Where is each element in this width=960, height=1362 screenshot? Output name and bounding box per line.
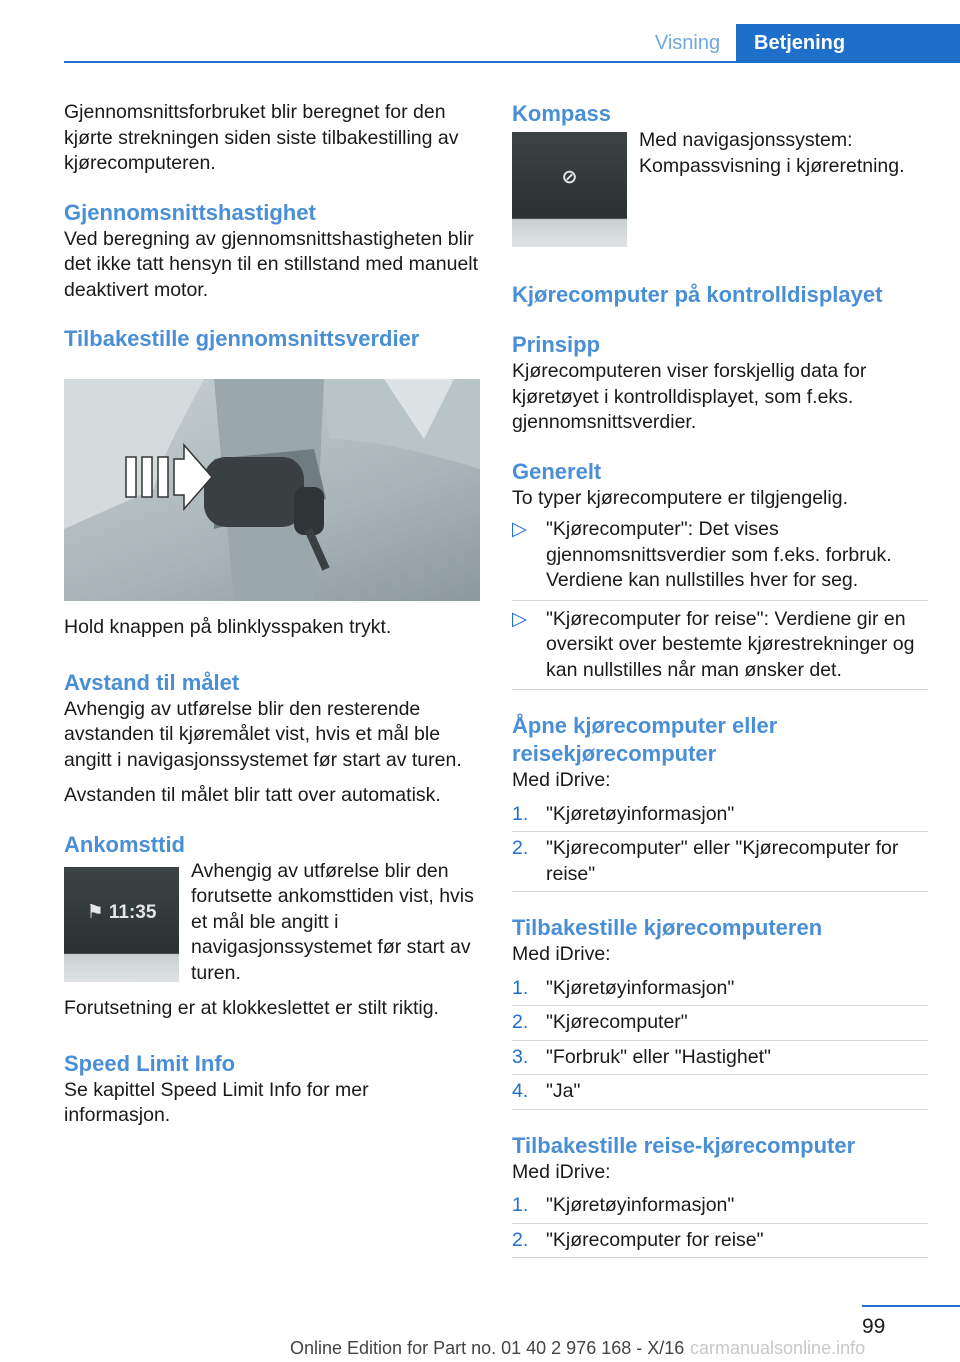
list-item: 2. "Kjørecomputer": [512, 1006, 928, 1041]
list-item: 2. "Kjørecomputer for reise": [512, 1224, 928, 1259]
turn-signal-stalk-image: [64, 379, 480, 601]
list-item: ▷ "Kjørecomputer": Det vises gjennomsnittsverdier som f.eks. forbruk. Verdiene kan nullstilles hver for seg.: [512, 511, 928, 601]
heading-compass: Kompass: [512, 101, 612, 126]
reset-steps-list: [512, 972, 928, 1110]
paragraph-arrival-2: Forutsetning er at klokkeslettet er stilt riktig.: [64, 997, 439, 1019]
paragraph-arrival-1: Avhengig av utførelse blir den forutsette ankomsttiden vist, hvis et mål ble angitt i navigasjonssystemet før start av turen.: [191, 859, 474, 984]
tab-visning[interactable]: Visning: [654, 32, 721, 54]
heading-reset-trip: Tilbakestille reise-kjørecomputer: [512, 1132, 856, 1158]
watermark[interactable]: carmanualsonline.info: [690, 1338, 866, 1358]
heading-open-computer: Åpne kjørecomputer eller reisekjørecomputer: [512, 713, 778, 766]
computer-types-list: [512, 511, 928, 690]
list-item: 1. "Kjøretøyinformasjon": [512, 798, 928, 833]
stalk-button-illustration: [64, 379, 480, 601]
triangle-bullet-icon: ▷: [512, 607, 527, 630]
flag-icon: ⚑: [86, 901, 104, 923]
paragraph-trip-idrive: Med iDrive:: [512, 1160, 611, 1183]
open-steps-list: [512, 798, 928, 893]
list-item: 3. "Forbruk" eller "Hastighet": [512, 1041, 928, 1076]
heading-speed-limit-info: Speed Limit Info: [64, 1050, 236, 1076]
triangle-bullet-icon: ▷: [512, 518, 527, 540]
paragraph-reset-idrive: Med iDrive:: [512, 943, 611, 965]
heading-reset-computer: Tilbakestille kjørecomputeren: [512, 915, 823, 940]
tab-betjening[interactable]: Betjening: [736, 24, 960, 62]
heading-average-speed: Gjennomsnittshastighet: [64, 199, 316, 225]
list-item: 1. "Kjøretøyinformasjon": [512, 1189, 928, 1224]
trip-steps-list: [512, 1189, 928, 1258]
paragraph-compass: Med navigasjonssystem: Kompassvisning i kjøreretning.: [639, 129, 905, 177]
right-column: [512, 100, 928, 1258]
paragraph-distance-2: Avstanden til målet blir tatt over automatisk.: [64, 784, 441, 806]
heading-arrival-time: Ankomsttid: [64, 831, 185, 857]
paragraph-speed-limit-info: Se kapittel Speed Limit Info for mer informasjon.: [64, 1078, 369, 1126]
list-item: ▷ "Kjørecomputer for reise": Verdiene gir en oversikt over bestemte kjørestrekninger og kan nullstilles når man ønsker det.: [512, 601, 928, 691]
paragraph-open-idrive: Med iDrive:: [512, 769, 611, 791]
compass-display-image: [512, 132, 627, 247]
heading-general: Generelt: [512, 458, 602, 484]
paragraph-hold-button: Hold knappen på blinklysspaken trykt.: [64, 616, 392, 638]
paragraph-general: To typer kjørecomputere er tilgjengelig.: [512, 486, 848, 509]
page-number: 99: [862, 1315, 886, 1338]
left-column: [64, 100, 480, 1129]
arrival-time-display-image: [64, 867, 179, 982]
list-item: 2. "Kjørecomputer" eller "Kjørecomputer for reise": [512, 832, 928, 892]
heading-distance: Avstand til målet: [64, 669, 240, 695]
footer-divider: [862, 1305, 960, 1307]
paragraph-principle: Kjørecomputeren viser forskjellig data for kjøretøyet i kontrolldisplayet, som f.eks. gjennomsnittsverdier.: [512, 360, 867, 433]
header-divider: [64, 61, 960, 63]
edition-note: Online Edition for Part no. 01 40 2 976 168 - X/16: [290, 1338, 685, 1358]
heading-reset-averages: Tilbakestille gjennomsnittsverdier: [64, 326, 420, 351]
list-item: 4. "Ja": [512, 1075, 928, 1110]
heading-principle: Prinsipp: [512, 332, 601, 357]
arrival-clock-value: 11:35: [108, 901, 157, 923]
heading-control-display: Kjørecomputer på kontrolldisplayet: [512, 282, 883, 307]
paragraph-consumption: Gjennomsnittsforbruket blir beregnet for den kjørte strekningen siden siste tilbakestilling av kjørecomputeren.: [64, 101, 459, 174]
paragraph-average-speed: Ved beregning av gjennomsnittshastigheten blir det ikke tatt hensyn til en stillstand med manuelt deaktivert motor.: [64, 227, 479, 301]
compass-icon: ⊘: [561, 167, 578, 188]
paragraph-distance-1: Avhengig av utførelse blir den resterende avstanden til kjøremålet vist, hvis et mål ble angitt i navigasjonssystemet før start av turen.: [64, 697, 462, 771]
list-item: 1. "Kjøretøyinformasjon": [512, 972, 928, 1007]
